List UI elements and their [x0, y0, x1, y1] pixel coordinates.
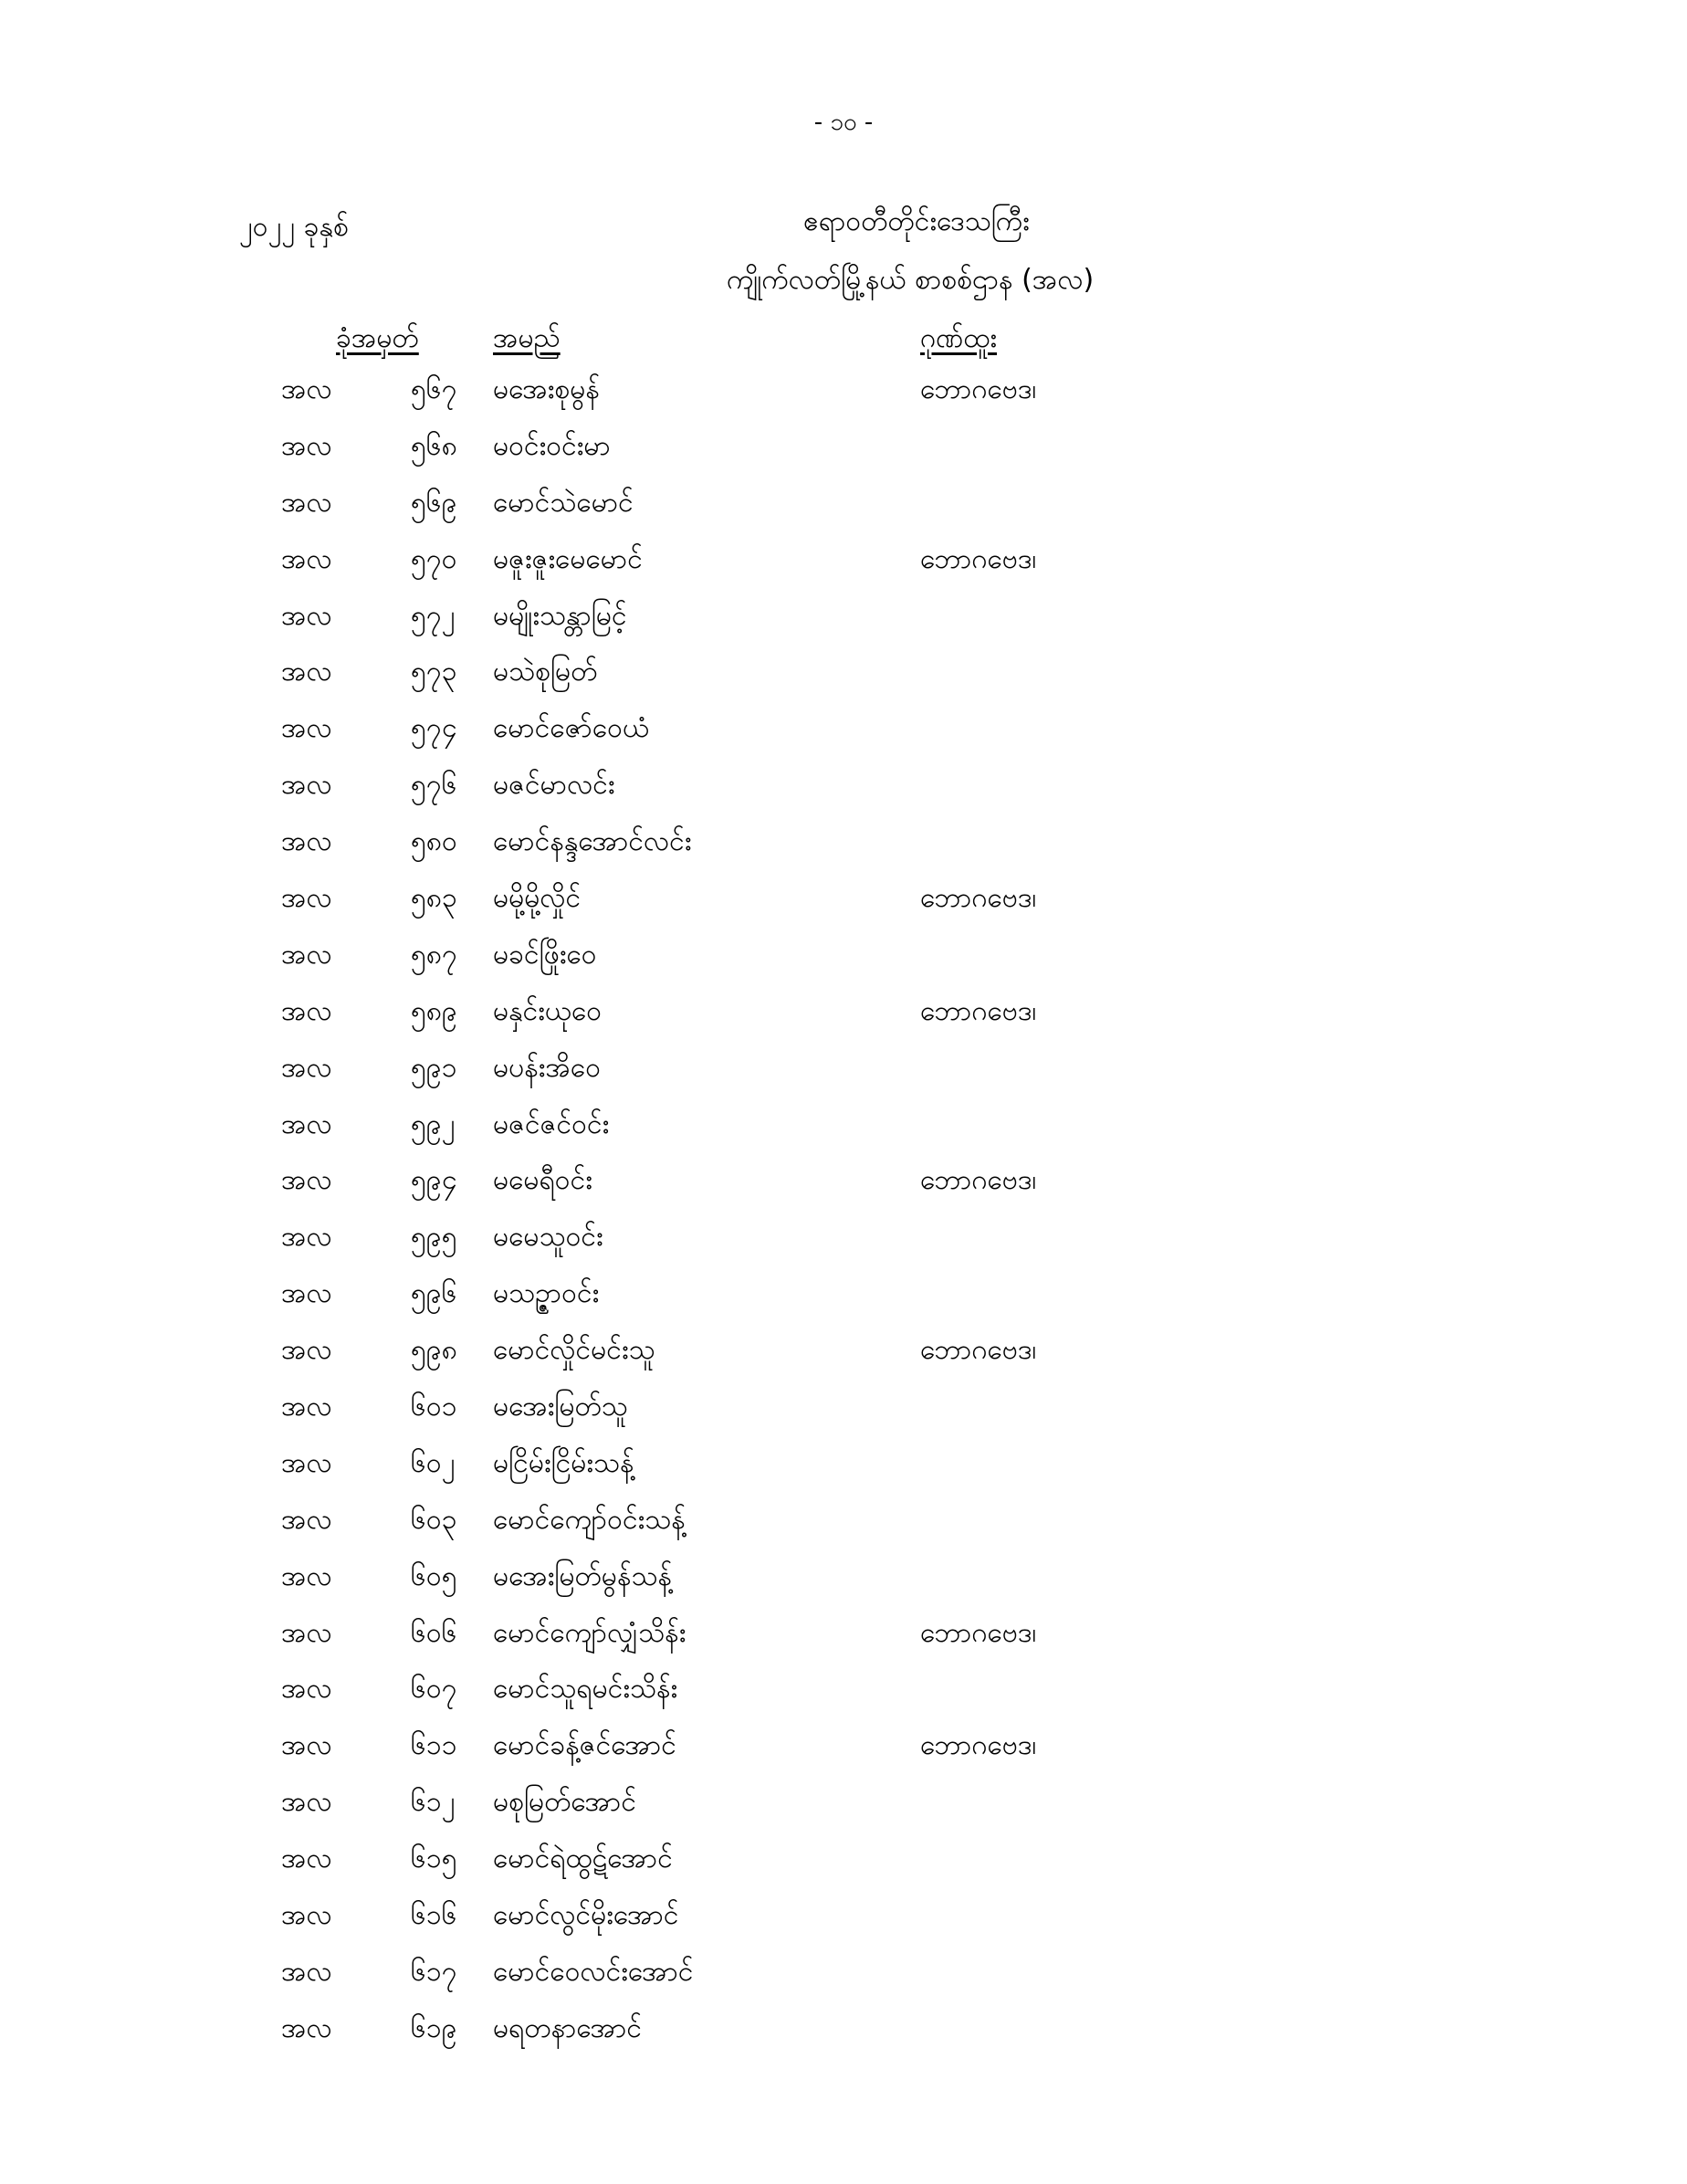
- seat-number: ၆၀၁: [411, 1391, 457, 1423]
- student-name: မမေရီဝင်း: [493, 1164, 592, 1197]
- student-name: မပန်းအိဝေ: [493, 1051, 602, 1084]
- seat-prefix: အလ: [281, 1955, 332, 1988]
- seat-number: ၅၆၉: [411, 486, 457, 519]
- student-name: မောင်လှိုင်မင်းသူ: [493, 1334, 655, 1367]
- list-item: [0, 823, 1687, 879]
- student-name: မောင်ကျော်ဝင်းသန့်: [493, 1503, 686, 1536]
- seat-number: ၅၈၉: [411, 994, 457, 1027]
- seat-number: ၆၀၆: [411, 1616, 457, 1649]
- distinction: ဘောဂဗေဒ၊: [920, 1729, 1037, 1762]
- list-item: [0, 992, 1687, 1049]
- seat-number: ၅၇၆: [411, 769, 457, 802]
- student-name: မောင်သူရမင်းသိန်း: [493, 1673, 678, 1706]
- list-item: [0, 1444, 1687, 1501]
- seat-prefix: အလ: [281, 486, 332, 519]
- seat-number: ၆၀၃: [411, 1503, 457, 1536]
- student-name: မဇင်ဇင်ဝင်း: [493, 1108, 610, 1140]
- student-name: မောင်လွင်မိုးအောင်: [493, 1899, 679, 1932]
- distinction: ဘောဂဗေဒ၊: [920, 542, 1037, 575]
- seat-number: ၅၉၄: [411, 1164, 457, 1197]
- seat-prefix: အလ: [281, 1277, 332, 1310]
- seat-number: ၆၀၅: [411, 1559, 457, 1592]
- seat-prefix: အလ: [281, 769, 332, 802]
- list-item: [0, 1783, 1687, 1840]
- list-item: [0, 879, 1687, 936]
- seat-prefix: အလ: [281, 599, 332, 632]
- year-label: ၂၀၂၂ ခုနှစ်: [239, 211, 349, 243]
- student-name: မောင်ဝေလင်းအောင်: [493, 1955, 694, 1988]
- seat-number: ၆၁၆: [411, 1899, 457, 1932]
- list-item: [0, 1388, 1687, 1444]
- seat-prefix: အလ: [281, 825, 332, 858]
- seat-prefix: အလ: [281, 1446, 332, 1479]
- list-item: [0, 2010, 1687, 2066]
- seat-number: ၅၈၇: [411, 938, 457, 971]
- student-name: မောင်သဲမောင်: [493, 486, 634, 519]
- list-item: [0, 936, 1687, 992]
- student-name: မရတနာအောင်: [493, 2011, 643, 2044]
- student-name: မအေးစုမွန်: [493, 373, 600, 405]
- seat-number: ၅၈၃: [411, 882, 457, 915]
- list-item: [0, 1840, 1687, 1896]
- student-name: မောင်ရဲထွဋ်အောင်: [493, 1843, 673, 1875]
- seat-prefix: အလ: [281, 1164, 332, 1197]
- seat-prefix: အလ: [281, 712, 332, 745]
- column-header-roll-number: ခုံအမှတ်: [336, 322, 419, 354]
- list-item: [0, 766, 1687, 823]
- region-title: ဧရာဝတီတိုင်းဒေသကြီး: [803, 205, 1030, 237]
- seat-number: ၅၇၄: [411, 712, 457, 745]
- seat-number: ၅၉၅: [411, 1221, 457, 1254]
- student-name: မောင်ခန့်ဇင်အောင်: [493, 1729, 676, 1762]
- seat-number: ၅၉၈: [411, 1334, 457, 1367]
- list-item: [0, 1275, 1687, 1331]
- list-item: [0, 1049, 1687, 1106]
- student-name: မမေသူဝင်း: [493, 1221, 603, 1254]
- list-title: ကျိုက်လတ်မြို့နယ် စာစစ်ဌာန (အလ): [727, 264, 1095, 296]
- column-header-name: အမည်: [493, 322, 561, 354]
- list-item: [0, 1896, 1687, 1953]
- seat-number: ၆၀၇: [411, 1673, 457, 1706]
- distinction: ဘောဂဗေဒ၊: [920, 1334, 1037, 1367]
- seat-number: ၅၆၈: [411, 429, 457, 462]
- list-item: [0, 484, 1687, 541]
- column-header-distinction: ဂုဏ်ထူး: [920, 322, 997, 354]
- list-item: [0, 1953, 1687, 2010]
- seat-prefix: အလ: [281, 882, 332, 915]
- seat-prefix: အလ: [281, 1334, 332, 1367]
- seat-prefix: အလ: [281, 1559, 332, 1592]
- student-name: မအေးမြတ်သူ: [493, 1391, 628, 1423]
- distinction: ဘောဂဗေဒ၊: [920, 373, 1037, 405]
- seat-prefix: အလ: [281, 1899, 332, 1932]
- seat-prefix: အလ: [281, 938, 332, 971]
- student-name: မဝင်းဝင်းမာ: [493, 429, 611, 462]
- student-name: မမို့မို့လှိုင်: [493, 882, 582, 915]
- list-item: [0, 1614, 1687, 1671]
- seat-prefix: အလ: [281, 1051, 332, 1084]
- list-item: [0, 653, 1687, 709]
- seat-prefix: အလ: [281, 1673, 332, 1706]
- seat-prefix: အလ: [281, 373, 332, 405]
- student-name: မသဲစုမြတ်: [493, 656, 598, 688]
- list-item: [0, 709, 1687, 766]
- seat-number: ၅၉၂: [411, 1108, 456, 1140]
- seat-number: ၅၈၀: [411, 825, 457, 858]
- seat-prefix: အလ: [281, 656, 332, 688]
- list-item: [0, 1161, 1687, 1218]
- list-item: [0, 597, 1687, 654]
- seat-number: ၅၇၂: [411, 599, 456, 632]
- student-name: မဇင်မာလင်း: [493, 769, 615, 802]
- distinction: ဘောဂဗေဒ၊: [920, 1164, 1037, 1197]
- list-item: [0, 1501, 1687, 1558]
- seat-prefix: အလ: [281, 2011, 332, 2044]
- student-name: မမျိုးသန္တာမြင့်: [493, 599, 627, 632]
- seat-prefix: အလ: [281, 1616, 332, 1649]
- seat-number: ၅၆၇: [411, 373, 457, 405]
- seat-number: ၆၁၉: [411, 2011, 457, 2044]
- seat-prefix: အလ: [281, 429, 332, 462]
- student-name: မနှင်းယုဝေ: [493, 994, 602, 1027]
- list-item: [0, 1106, 1687, 1162]
- seat-number: ၅၇၀: [411, 542, 457, 575]
- list-item: [0, 541, 1687, 597]
- distinction: ဘောဂဗေဒ၊: [920, 1616, 1037, 1649]
- student-name: မခင်ဖြိုးဝေ: [493, 938, 597, 971]
- seat-number: ၅၉၁: [411, 1051, 457, 1084]
- student-name: မအေးမြတ်မွန်သန့်: [493, 1559, 672, 1592]
- list-item: [0, 1670, 1687, 1727]
- seat-number: ၆၁၅: [411, 1843, 457, 1875]
- student-name: မစုမြတ်အောင်: [493, 1786, 637, 1819]
- seat-prefix: အလ: [281, 1786, 332, 1819]
- seat-number: ၆၁၇: [411, 1955, 457, 1988]
- student-name: မငြိမ်းငြိမ်းသန့်: [493, 1446, 634, 1479]
- list-item: [0, 1558, 1687, 1614]
- results-list: [0, 371, 1687, 2066]
- list-item: [0, 371, 1687, 427]
- distinction: ဘောဂဗေဒ၊: [920, 882, 1037, 915]
- list-item: [0, 427, 1687, 484]
- seat-prefix: အလ: [281, 1221, 332, 1254]
- student-name: မဇူးဇူးမေမောင်: [493, 542, 643, 575]
- seat-number: ၅၉၆: [411, 1277, 457, 1310]
- seat-prefix: အလ: [281, 542, 332, 575]
- student-name: မောင်ဇော်ဝေယံ: [493, 712, 650, 745]
- seat-prefix: အလ: [281, 1729, 332, 1762]
- seat-number: ၆၀၂: [411, 1446, 456, 1479]
- seat-number: ၅၇၃: [411, 656, 457, 688]
- seat-prefix: အလ: [281, 1503, 332, 1536]
- list-item: [0, 1218, 1687, 1275]
- seat-prefix: အလ: [281, 994, 332, 1027]
- list-item: [0, 1331, 1687, 1388]
- seat-number: ၆၁၂: [411, 1786, 456, 1819]
- student-name: မောင်နန္ဒအောင်လင်း: [493, 825, 692, 858]
- list-item: [0, 1727, 1687, 1783]
- page-number: - ၁၀ -: [813, 109, 874, 136]
- seat-prefix: အလ: [281, 1391, 332, 1423]
- seat-prefix: အလ: [281, 1843, 332, 1875]
- distinction: ဘောဂဗေဒ၊: [920, 994, 1037, 1027]
- seat-prefix: အလ: [281, 1108, 332, 1140]
- student-name: မောင်ကျော်လျှံသိန်း: [493, 1616, 686, 1649]
- seat-number: ၆၁၁: [411, 1729, 457, 1762]
- student-name: မသဉ္ဇာဝင်း: [493, 1277, 600, 1310]
